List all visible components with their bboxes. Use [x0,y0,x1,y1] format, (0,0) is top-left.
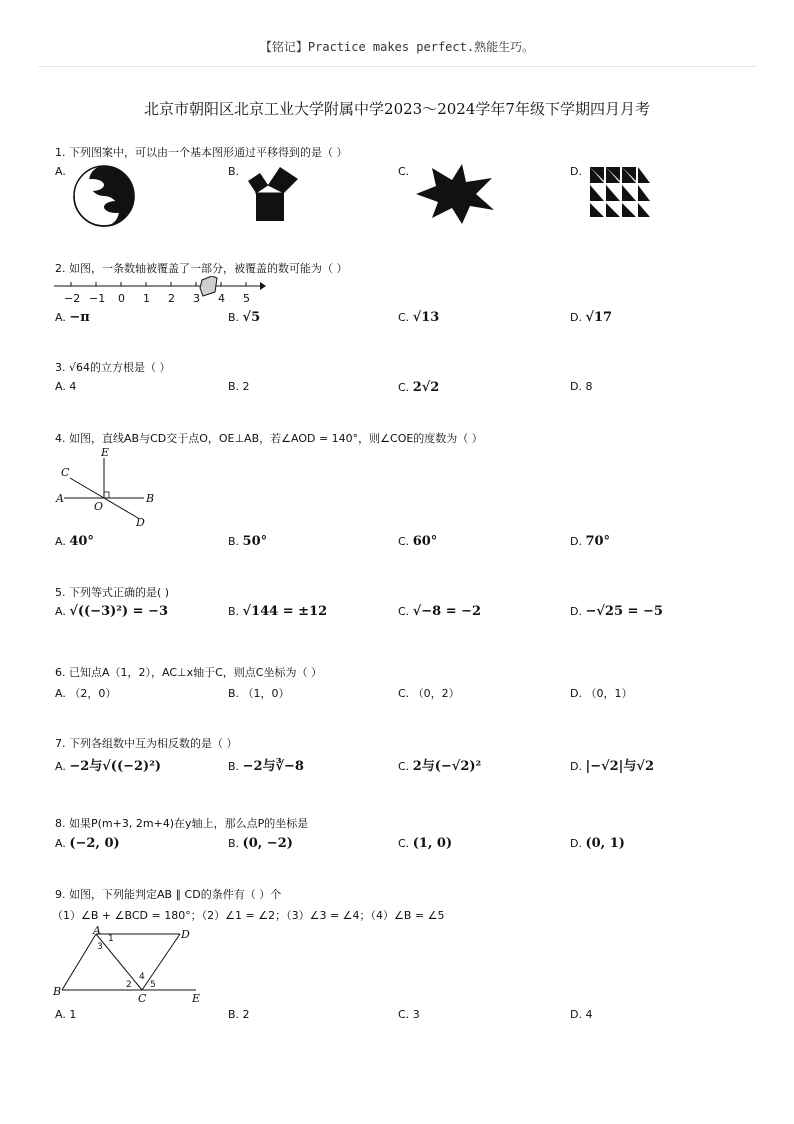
q5-option-c[interactable]: C. √−8 = −2 [398,604,482,619]
q9-angle-2: 2 [126,980,132,990]
q2-option-d[interactable]: D. √17 [570,310,613,325]
q8-option-c[interactable]: C. (1, 0) [398,836,453,851]
question-4-options [55,534,755,562]
header-motto: 【铭记】Practice makes perfect.熟能生巧。 [259,40,535,54]
q2-tick-label: −2 [64,292,81,305]
q7-option-c[interactable]: C. 2与(−√2)² [398,759,482,774]
q4-point-d: D [136,516,145,529]
q1-figure-d-triangles [588,163,652,219]
q9-option-c[interactable]: C. 3 [398,1008,420,1021]
question-7-options [55,755,755,783]
q2-tick-label: 0 [118,292,125,305]
q9-angle-1: 1 [108,934,114,944]
q9-option-d[interactable]: D. 4 [570,1008,593,1021]
q6-option-d[interactable]: D. （0，1） [570,687,633,700]
q4-point-a: A [56,492,64,505]
q6-option-c[interactable]: C. （0，2） [398,687,460,700]
q3-option-b[interactable]: B. 2 [228,380,250,393]
q9-point-e: E [192,992,201,1005]
q2-tick-label: 1 [143,292,150,305]
q9-point-b: B [53,985,62,998]
question-9-stem: 9. 如图，下列能判定AB ∥ CD的条件有（ ）个 [55,888,282,901]
question-3-options [55,380,755,408]
question-3-stem: 3. √64的立方根是（ ） [55,361,171,374]
q5-option-d[interactable]: D. −√25 = −5 [570,604,663,619]
q6-option-b[interactable]: B. （1，0） [228,687,290,700]
q7-option-a[interactable]: A. −2与√((−2)²) [55,759,162,774]
question-1-stem: 1. 下列图案中，可以由一个基本图形通过平移得到的是（ ） [55,146,348,159]
q9-option-b[interactable]: B. 2 [228,1008,250,1021]
q7-option-b[interactable]: B. −2与∛−8 [228,759,304,774]
q2-tick-label: −1 [89,292,106,305]
q2-option-a[interactable]: A. −π [55,310,90,325]
q1-figure-c-star-burst [414,160,496,226]
q9-angle-5: 5 [150,980,156,990]
q9-conditions: （1）∠B + ∠BCD = 180°；（2）∠1 = ∠2；（3）∠3 = ∠4；（4）∠B = ∠5 [52,909,445,922]
q9-option-a[interactable]: A. 1 [55,1008,77,1021]
q4-point-b: B [146,492,155,505]
q2-option-c[interactable]: C. √13 [398,310,440,325]
q7-option-d[interactable]: D. |−√2|与√2 [570,759,654,774]
header-divider [38,66,756,67]
question-2-stem: 2. 如图，一条数轴被覆盖了一部分，被覆盖的数可能为（ ） [55,262,348,275]
q9-point-a: A [93,924,101,937]
q4-point-e: E [101,446,110,459]
q9-angle-4: 4 [139,972,145,982]
q4-point-c: C [61,466,70,479]
question-5-options [55,604,755,632]
q2-option-b[interactable]: B. √5 [228,310,261,325]
q2-tick-label: 5 [243,292,250,305]
q4-point-o: O [94,500,104,513]
q1-option-d-label[interactable]: D. [570,165,582,178]
q8-option-d[interactable]: D. (0, 1) [570,836,625,851]
q4-option-b[interactable]: B. 50° [228,534,268,549]
q4-option-c[interactable]: C. 60° [398,534,438,549]
question-4-stem: 4. 如图，直线AB与CD交于点O，OE⊥AB，若∠AOD = 140°，则∠COE的度数为（ ） [55,432,483,445]
question-6-options [55,685,755,713]
question-6-stem: 6. 已知点A（1，2），AC⊥x轴于C，则点C坐标为（ ） [55,666,322,679]
q8-option-b[interactable]: B. (0, −2) [228,836,293,851]
q1-figure-a-taiji [70,163,140,229]
question-8-stem: 8. 如果P(m+3, 2m+4)在y轴上，那么点P的坐标是 [55,817,309,830]
question-2-options [55,310,755,338]
q5-option-b[interactable]: B. √144 = ±12 [228,604,328,619]
page-title: 北京市朝阳区北京工业大学附属中学2023～2024学年7年级下学期四月月考 [144,100,650,118]
q9-point-d: D [181,928,190,941]
q2-tick-label: 3 [193,292,200,305]
q3-option-a[interactable]: A. 4 [55,380,77,393]
question-5-stem: 5. 下列等式正确的是( ) [55,586,170,599]
q1-option-b-label[interactable]: B. [228,165,240,178]
q9-point-c: C [138,992,147,1005]
q3-option-d[interactable]: D. 8 [570,380,593,393]
q4-option-a[interactable]: A. 40° [55,534,94,549]
q8-option-a[interactable]: A. (−2, 0) [55,836,120,851]
question-8-options [55,836,755,864]
q1-option-a-label[interactable]: A. [55,165,66,178]
q4-option-d[interactable]: D. 70° [570,534,611,549]
q2-tick-label: 2 [168,292,175,305]
q5-option-a[interactable]: A. √((−3)²) = −3 [55,604,168,619]
q6-option-a[interactable]: A. （2，0） [55,687,117,700]
q1-figure-b-pythagoras [240,163,302,225]
q9-angle-3: 3 [97,942,103,952]
q2-number-line [52,276,272,306]
page-header [0,0,794,64]
q1-option-c-label[interactable]: C. [398,165,410,178]
question-9-options [55,1008,755,1036]
question-7-stem: 7. 下列各组数中互为相反数的是（ ） [55,737,238,750]
q2-tick-label: 4 [218,292,225,305]
q2-covered-region [200,276,217,296]
q3-option-c[interactable]: C. 2√2 [398,380,440,395]
